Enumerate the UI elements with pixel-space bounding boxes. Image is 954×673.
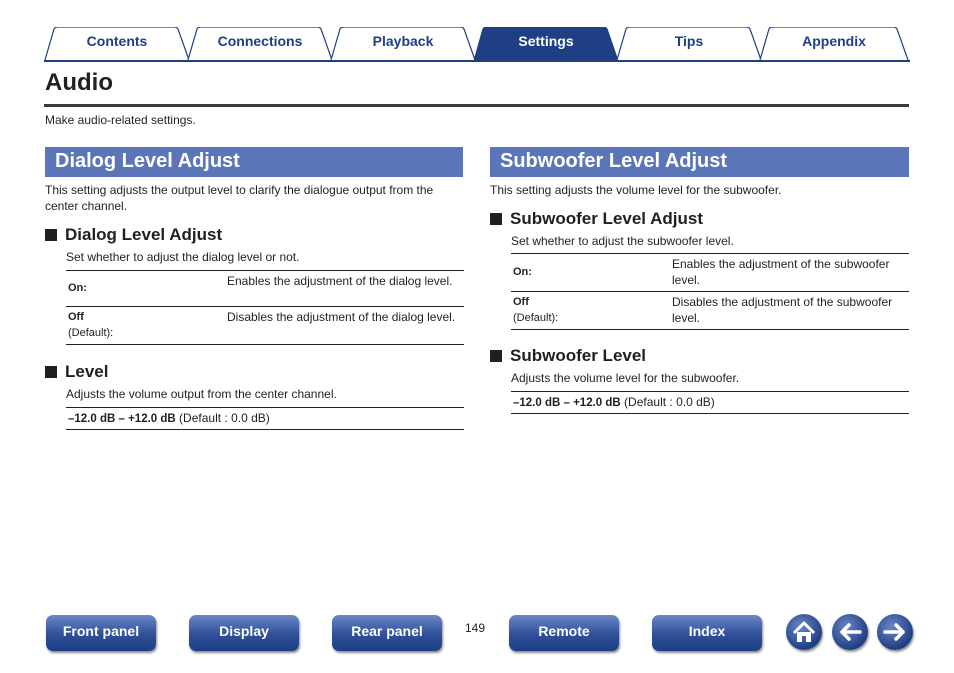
options-table xyxy=(66,270,464,345)
option-key-text: Off xyxy=(68,311,84,323)
back-button[interactable] xyxy=(832,614,868,650)
arrow-left-icon xyxy=(832,614,868,650)
subheading-subwoofer-level xyxy=(490,346,646,366)
home-icon xyxy=(786,614,822,650)
option-key xyxy=(511,254,670,292)
range-value: –12.0 dB – +12.0 dB xyxy=(68,413,176,425)
tab-label: Tips xyxy=(674,33,704,49)
top-tab-bar xyxy=(44,27,910,62)
subheading-text: Subwoofer Level xyxy=(510,346,647,365)
tab-appendix[interactable] xyxy=(759,27,909,61)
subheading-description: Set whether to adjust the subwoofer level. xyxy=(511,234,734,248)
table-row xyxy=(511,292,909,330)
page-intro: Make audio-related settings. xyxy=(45,113,196,127)
option-key xyxy=(66,307,225,345)
tab-label: Playback xyxy=(372,33,434,49)
index-button[interactable]: Index xyxy=(652,615,762,651)
subheading-level xyxy=(45,362,108,382)
page-title: Audio xyxy=(45,69,113,96)
section-header-subwoofer-level: Subwoofer Level Adjust xyxy=(490,147,909,177)
section-header-dialog-level: Dialog Level Adjust xyxy=(45,147,463,177)
tab-label: Contents xyxy=(86,33,148,49)
arrow-right-icon xyxy=(877,614,913,650)
tab-playback[interactable] xyxy=(330,27,476,61)
tab-connections[interactable] xyxy=(187,27,333,61)
subheading-description: Adjusts the volume level for the subwoofer. xyxy=(511,371,740,385)
subheading-subwoofer-level-adjust xyxy=(490,209,703,229)
option-description: Enables the adjustment of the dialog level. xyxy=(225,271,464,307)
section-description: This setting adjusts the volume level for the subwoofer. xyxy=(490,183,782,197)
table-row xyxy=(66,307,464,345)
range-value: –12.0 dB – +12.0 dB xyxy=(513,397,621,409)
range-row xyxy=(66,407,464,430)
display-button[interactable]: Display xyxy=(189,615,299,651)
tab-tips[interactable] xyxy=(616,27,762,61)
option-description: Disables the adjustment of the subwoofer level. xyxy=(670,292,909,330)
range-default: (Default : 0.0 dB) xyxy=(175,411,270,425)
home-button[interactable] xyxy=(786,614,822,650)
square-bullet-icon xyxy=(490,213,502,225)
range-row xyxy=(511,391,909,414)
forward-button[interactable] xyxy=(877,614,913,650)
subheading-dialog-level-adjust xyxy=(45,225,222,245)
option-key-text: Off xyxy=(513,296,529,308)
option-key-text: On: xyxy=(68,282,87,294)
table-row xyxy=(66,271,464,307)
subheading-text: Level xyxy=(65,362,109,381)
square-bullet-icon xyxy=(45,229,57,241)
rear-panel-button[interactable]: Rear panel xyxy=(332,615,442,651)
title-rule xyxy=(44,104,909,107)
option-default: (Default): xyxy=(513,312,559,324)
tab-settings[interactable] xyxy=(473,27,619,61)
option-key xyxy=(66,271,225,307)
range-default: (Default : 0.0 dB) xyxy=(620,395,715,409)
options-table xyxy=(511,253,909,330)
option-description: Disables the adjustment of the dialog level. xyxy=(225,307,464,345)
square-bullet-icon xyxy=(45,366,57,378)
option-description: Enables the adjustment of the subwoofer level. xyxy=(670,254,909,292)
option-key-text: On: xyxy=(513,266,532,278)
front-panel-button[interactable]: Front panel xyxy=(46,615,156,651)
square-bullet-icon xyxy=(490,350,502,362)
tab-label: Connections xyxy=(217,33,303,49)
option-default: (Default): xyxy=(68,327,114,339)
tab-contents[interactable] xyxy=(44,27,190,61)
remote-button[interactable]: Remote xyxy=(509,615,619,651)
subheading-text: Dialog Level Adjust xyxy=(65,225,223,244)
option-key xyxy=(511,292,670,330)
table-row xyxy=(511,254,909,292)
tab-label: Settings xyxy=(518,33,574,49)
subheading-description: Set whether to adjust the dialog level or not. xyxy=(66,250,300,264)
subheading-description: Adjusts the volume output from the center channel. xyxy=(66,387,337,401)
subheading-text: Subwoofer Level Adjust xyxy=(510,209,704,228)
section-description: This setting adjusts the output level to clarify the dialogue output from the center channel. xyxy=(45,183,434,213)
tab-label: Appendix xyxy=(802,33,866,49)
page-number: 149 xyxy=(465,621,486,635)
